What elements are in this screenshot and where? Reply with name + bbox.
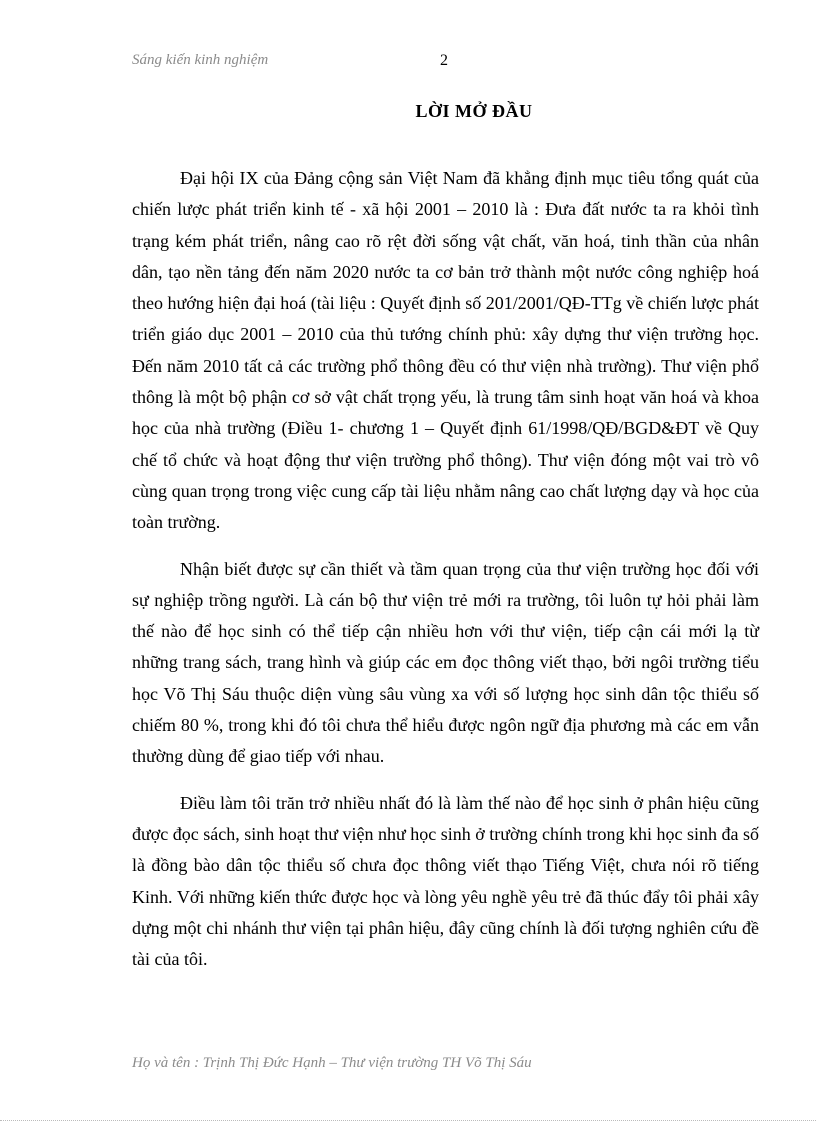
section-title: LỜI MỞ ĐẦU	[415, 101, 533, 121]
page-bottom-divider	[0, 1120, 816, 1121]
running-footer: Họ và tên : Trịnh Thị Đức Hạnh – Thư viện trường TH Võ Thị Sáu	[132, 1055, 532, 1071]
paragraph-1: Đại hội IX của Đảng cộng sản Việt Nam đã khẳng định mục tiêu tổng quát của chiến lược phát triển kinh tế - xã hội 2001 – 2010 là : Đưa đất nước ta ra khỏi tình trạng kém phát triển, nâng cao rõ rệt đời sống vật chất, văn hoá, tinh thần của nhân dân, tạo nền tảng đến năm 2020 nước ta cơ bản trở thành một nước công nghiệp hoá theo hướng hiện đại hoá (tài liệu : Quyết định số 201/2001/QĐ-TTg về chiến lược phát triển giáo dục 2001 – 2010 của thủ tướng chính phủ: xây dựng thư viện trường học. Đến năm 2010 tất cả các trường phổ thông đều có thư viện nhà trường). Thư viện phổ thông là một bộ phận cơ sở vật chất trọng yếu, là trung tâm sinh hoạt văn hoá và khoa học của nhà trường (Điều 1- chương 1 – Quyết định 61/1998/QĐ/BGD&ĐT về Quy chế tổ chức và hoạt động thư viện trường phổ thông). Thư viện đóng một vai trò vô cùng quan trọng trong việc cung cấp tài liệu nhằm nâng cao chất lượng dạy và học của toàn trường.	[132, 168, 759, 533]
page-number: 2	[440, 52, 448, 69]
paragraph-3: Điều làm tôi trăn trở nhiều nhất đó là làm thế nào để học sinh ở phân hiệu cũng được đọc sách, sinh hoạt thư viện như học sinh ở trường chính trong khi học sinh đa số là đồng bào dân tộc thiểu số chưa đọc thông viết thạo Tiếng Việt, chưa nói rõ tiếng Kinh. Với những kiến thức được học và lòng yêu nghề yêu trẻ đã thúc đẩy tôi phải xây dựng một chi nhánh thư viện tại phân hiệu, đây cũng chính là đối tượng nghiên cứu đề tài của tôi.	[132, 792, 759, 970]
running-header: Sáng kiến kinh nghiệm	[132, 52, 269, 68]
paragraph-2: Nhận biết được sự cần thiết và tầm quan trọng của thư viện trường học đối với sự nghiệp trồng người. Là cán bộ thư viện trẻ mới ra trường, tôi luôn tự hỏi phải làm thế nào để học sinh có thể tiếp cận nhiều hơn với thư viện, tiếp cận cái mới lạ từ những trang sách, trang hình và giúp các em đọc thông viết thạo, bởi ngôi trường tiểu học Võ Thị Sáu thuộc diện vùng sâu vùng xa với số lượng học sinh dân tộc thiểu số chiếm 80 %, trong khi đó tôi chưa thể hiểu được ngôn ngữ địa phương mà các em vẫn thường dùng để giao tiếp với nhau.	[132, 558, 759, 767]
body-text	[132, 163, 759, 975]
